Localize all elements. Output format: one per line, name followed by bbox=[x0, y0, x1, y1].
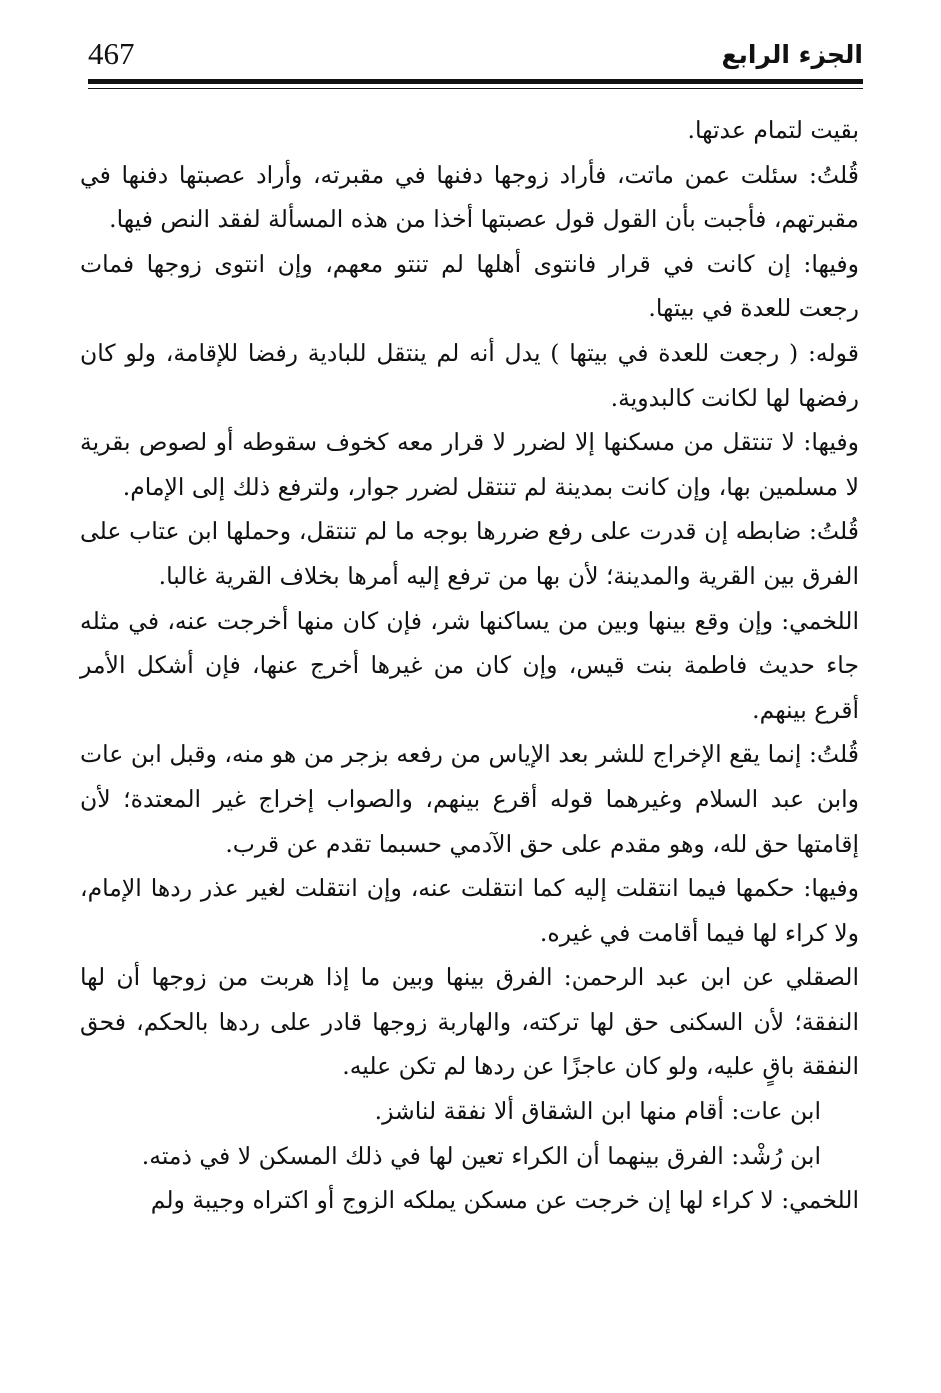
paragraph: قُلتُ: ضابطه إن قدرت على رفع ضررها بوجه ما لم تنتقل، وحملها ابن عتاب على الفرق بين القرية والمدينة؛ لأن بها من ترفع إليه أمرها بخلاف القرية غالبا. bbox=[80, 517, 859, 590]
page-number: 467 bbox=[88, 36, 135, 71]
paragraph: الصقلي عن ابن عبد الرحمن: الفرق بينها وبين ما إذا هربت من زوجها أن لها النفقة؛ لأن السكنى حق لها تركته، والهاربة زوجها قادر على ردها بالحكم، فحق النفقة باقٍ عليه، ولو كان عاجزًا عن ردها لم تكن عليه. bbox=[80, 963, 859, 1081]
body-text bbox=[80, 108, 859, 1223]
header-rule-thin bbox=[88, 88, 863, 89]
paragraph: بقيت لتمام عدتها. bbox=[687, 116, 859, 144]
paragraph: ابن عات: أقام منها ابن الشقاق ألا نفقة لناشز. bbox=[374, 1097, 821, 1126]
running-title: الجزء الرابع bbox=[721, 40, 863, 69]
paragraph: ابن رُشْد: الفرق بينهما أن الكراء تعين لها في ذلك المسكن لا في ذمته. bbox=[141, 1141, 821, 1170]
paragraph: قُلتُ: إنما يقع الإخراج للشر بعد الإياس من رفعه بزجر من هو منه، وقبل ابن عات وابن عبد السلام وغيرهما قوله أقرع بينهم، والصواب إخراج غير المعتدة؛ لأن إقامتها حق لله، وهو مقدم على حق الآدمي حسبما تقدم عن قرب. bbox=[80, 740, 859, 858]
paragraph: قوله: ( رجعت للعدة في بيتها ) يدل أنه لم ينتقل للبادية رفضا للإقامة، ولو كان رفضها لها لكانت كالبدوية. bbox=[80, 338, 859, 412]
paragraph: اللخمي: لا كراء لها إن خرجت عن مسكن يملكه الزوج أو اكتراه وجيبة ولم bbox=[150, 1186, 859, 1215]
header-rule-thick bbox=[88, 79, 863, 84]
paragraph: وفيها: لا تنتقل من مسكنها إلا لضرر لا قرار معه كخوف سقوطه أو لصوص بقرية لا مسلمين بها، وإن كانت بمدينة لم تنتقل لضرر جوار، ولترفع ذلك إلى الإمام. bbox=[80, 428, 859, 501]
paragraph: قُلتُ: سئلت عمن ماتت، فأراد زوجها دفنها في مقبرته، وأراد عصبتها دفنها في مقبرتهم، فأجبت بأن القول قول عصبتها أخذا من هذه المسألة لفقد النص فيها. bbox=[80, 160, 859, 234]
page-header bbox=[88, 34, 863, 74]
paragraph: وفيها: حكمها فيما انتقلت إليه كما انتقلت عنه، وإن انتقلت لغير عذر ردها الإمام، ولا كراء لها فيما أقامت في غيره. bbox=[80, 874, 859, 947]
paragraph: وفيها: إن كانت في قرار فانتوى أهلها لم تنتو معهم، وإن انتوى زوجها فمات رجعت للعدة في بيتها. bbox=[80, 249, 859, 323]
paragraph: اللخمي: وإن وقع بينها وبين من يساكنها شر، فإن كان منها أخرجت عنه، في مثله جاء حديث فاطمة بنت قيس، وإن كان من غيرها أخرج عنها، فإن أشكل الأمر أقرع بينهم. bbox=[80, 606, 859, 724]
